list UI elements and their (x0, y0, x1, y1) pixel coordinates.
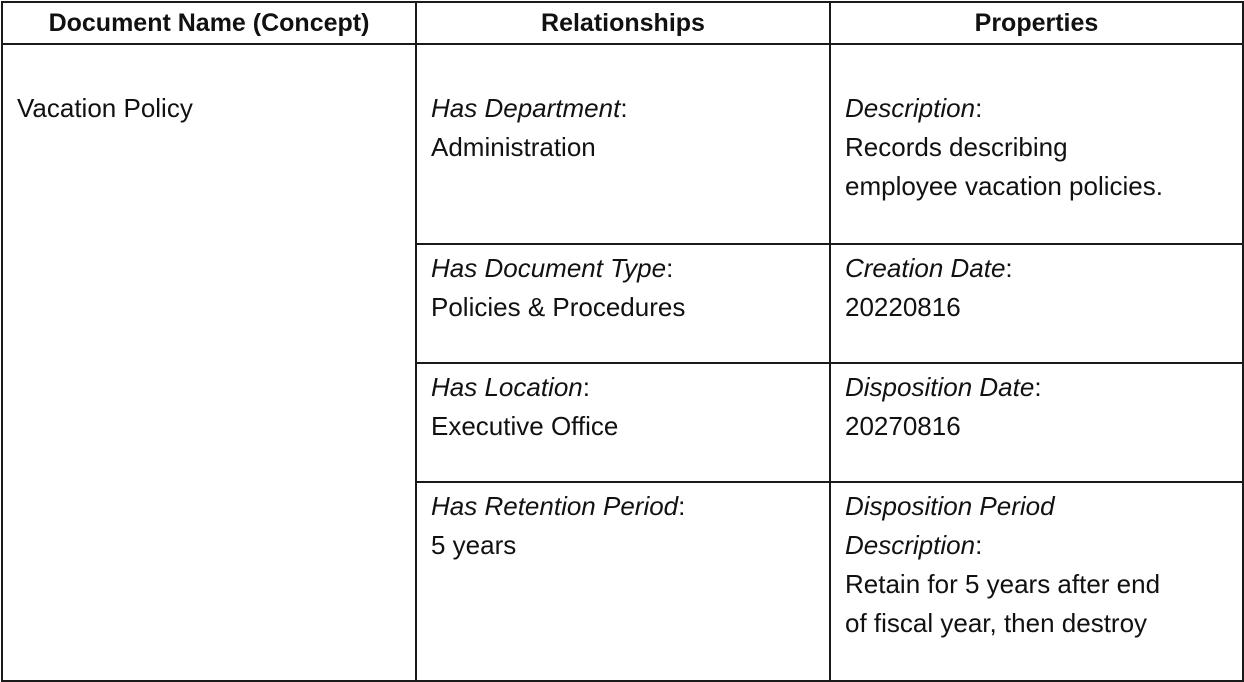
relationship-cell-retention-period (416, 482, 830, 681)
property-value-line: 20220816 (845, 292, 961, 322)
relationship-value: 5 years (431, 530, 517, 560)
separator: : (1005, 253, 1013, 283)
property-label: Creation Date (845, 253, 1006, 283)
relationship-label: Has Retention Period (431, 491, 679, 521)
separator: : (582, 372, 590, 402)
concept-cell (2, 44, 416, 681)
property-value-line: employee vacation policies. (845, 171, 1163, 201)
concept-table (1, 1, 1244, 682)
property-value-line: of fiscal year, then destroy (845, 608, 1148, 638)
relationship-value: Administration (431, 132, 596, 162)
separator: : (666, 253, 674, 283)
property-label: Disposition Date (845, 372, 1035, 402)
property-cell-creation-date (830, 244, 1243, 363)
property-value-line: Retain for 5 years after end (845, 569, 1161, 599)
property-cell-disposition-period (830, 482, 1243, 681)
concept-name: Vacation Policy (17, 93, 193, 123)
relationship-cell-department (416, 44, 830, 244)
table-row (2, 44, 1243, 244)
property-cell-description (830, 44, 1243, 244)
relationship-label: Has Document Type (431, 253, 667, 283)
relationship-value: Executive Office (431, 411, 619, 441)
separator: : (975, 530, 983, 560)
property-label: Description (845, 93, 976, 123)
header-concept: Document Name (Concept) (2, 2, 416, 44)
property-label-line: Disposition Period (845, 491, 1055, 521)
relationship-value: Policies & Procedures (431, 292, 686, 322)
relationship-label: Has Location (431, 372, 583, 402)
property-label-line: Description (845, 530, 976, 560)
relationship-label: Has Department (431, 93, 621, 123)
header-row (2, 2, 1243, 44)
relationship-cell-location (416, 363, 830, 482)
separator: : (620, 93, 628, 123)
header-properties: Properties (830, 2, 1243, 44)
separator: : (678, 491, 686, 521)
property-value-line: 20270816 (845, 411, 961, 441)
separator: : (975, 93, 983, 123)
separator: : (1034, 372, 1042, 402)
property-value-line: Records describing (845, 132, 1068, 162)
header-relationships: Relationships (416, 2, 830, 44)
relationship-cell-document-type (416, 244, 830, 363)
property-cell-disposition-date (830, 363, 1243, 482)
